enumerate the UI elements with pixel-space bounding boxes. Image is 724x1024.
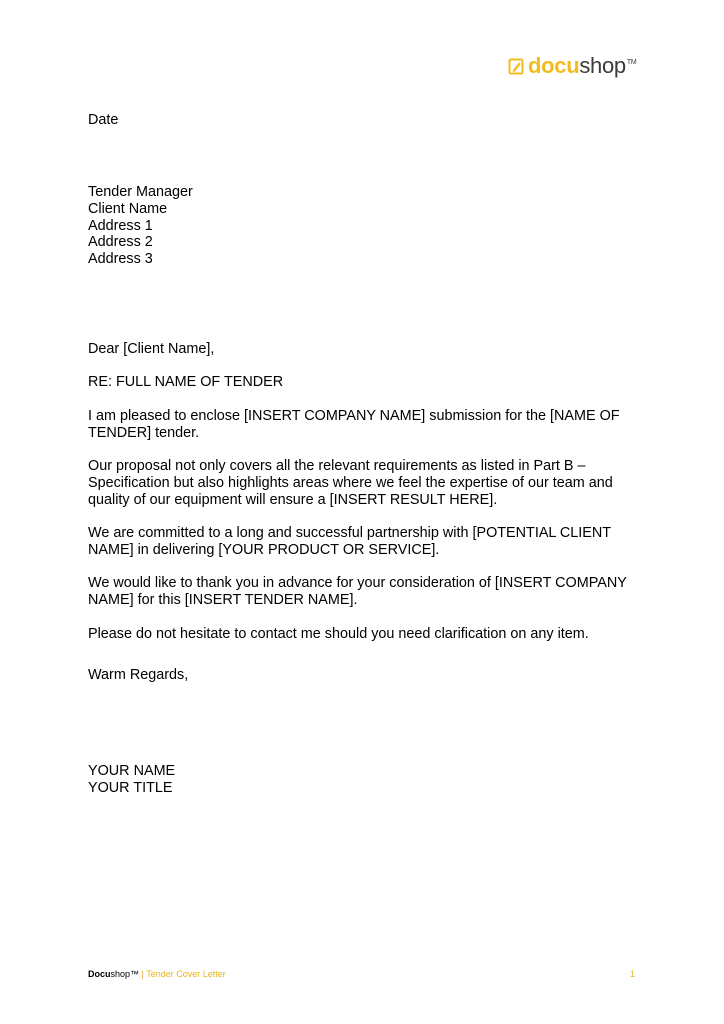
paragraph-line: NAME] in delivering [YOUR PRODUCT OR SERVICE]. xyxy=(88,541,440,558)
page-number: 1 xyxy=(630,969,636,979)
paragraph-line: Specification but also highlights areas where we feel the expertise of our team and xyxy=(88,474,613,491)
recipient-address-block xyxy=(88,184,193,268)
paragraph-line: We would like to thank you in advance for your consideration of [INSERT COMPANY xyxy=(88,575,627,591)
footer-separator: | xyxy=(139,969,147,979)
paragraph-line: Please do not hesitate to contact me should you need clarification on any item. xyxy=(88,626,589,642)
paragraph-line: quality of our equipment will ensure a [INSERT RESULT HERE]. xyxy=(88,491,498,508)
footer xyxy=(88,969,226,980)
re-line: RE: FULL NAME OF TENDER xyxy=(88,374,284,390)
recipient-line: Address 1 xyxy=(88,217,153,234)
salutation: Dear [Client Name], xyxy=(88,341,215,357)
logo-trademark: TM xyxy=(626,59,637,66)
paragraph-enclosure xyxy=(88,408,620,442)
paragraph-line: We are committed to a long and successful partnership with [POTENTIAL CLIENT xyxy=(88,525,612,541)
closing: Warm Regards, xyxy=(88,667,189,683)
paragraph-line: TENDER] tender. xyxy=(88,424,200,441)
paragraph-line: NAME] for this [INSERT TENDER NAME]. xyxy=(88,591,358,608)
signature-title: YOUR TITLE xyxy=(88,779,173,796)
paragraph-proposal xyxy=(88,458,613,508)
recipient-line: Address 2 xyxy=(88,234,153,251)
paragraph-line: I am pleased to enclose [INSERT COMPANY NAME] submission for the [NAME OF xyxy=(88,408,620,424)
letter-date: Date xyxy=(88,112,119,128)
logo-docu-text: docu xyxy=(528,53,580,78)
signature-name: YOUR NAME xyxy=(88,763,176,779)
document-pencil-icon xyxy=(508,58,525,75)
recipient-line: Tender Manager xyxy=(88,184,193,200)
paragraph-thanks xyxy=(88,575,627,609)
logo-wordmark xyxy=(528,55,636,77)
paragraph-line: Our proposal not only covers all the relevant requirements as listed in Part B – xyxy=(88,458,586,474)
recipient-line: Client Name xyxy=(88,200,168,217)
footer-brand-rest: shop™ xyxy=(110,969,140,979)
docushop-logo xyxy=(508,54,636,78)
signature-block xyxy=(88,763,175,797)
footer-brand-bold: Docu xyxy=(88,969,111,979)
logo-shop-text: shop xyxy=(579,53,626,78)
recipient-line: Address 3 xyxy=(88,251,153,268)
footer-doc-title: Tender Cover Letter xyxy=(146,969,226,979)
paragraph-contact xyxy=(88,626,589,643)
paragraph-partnership xyxy=(88,525,611,559)
